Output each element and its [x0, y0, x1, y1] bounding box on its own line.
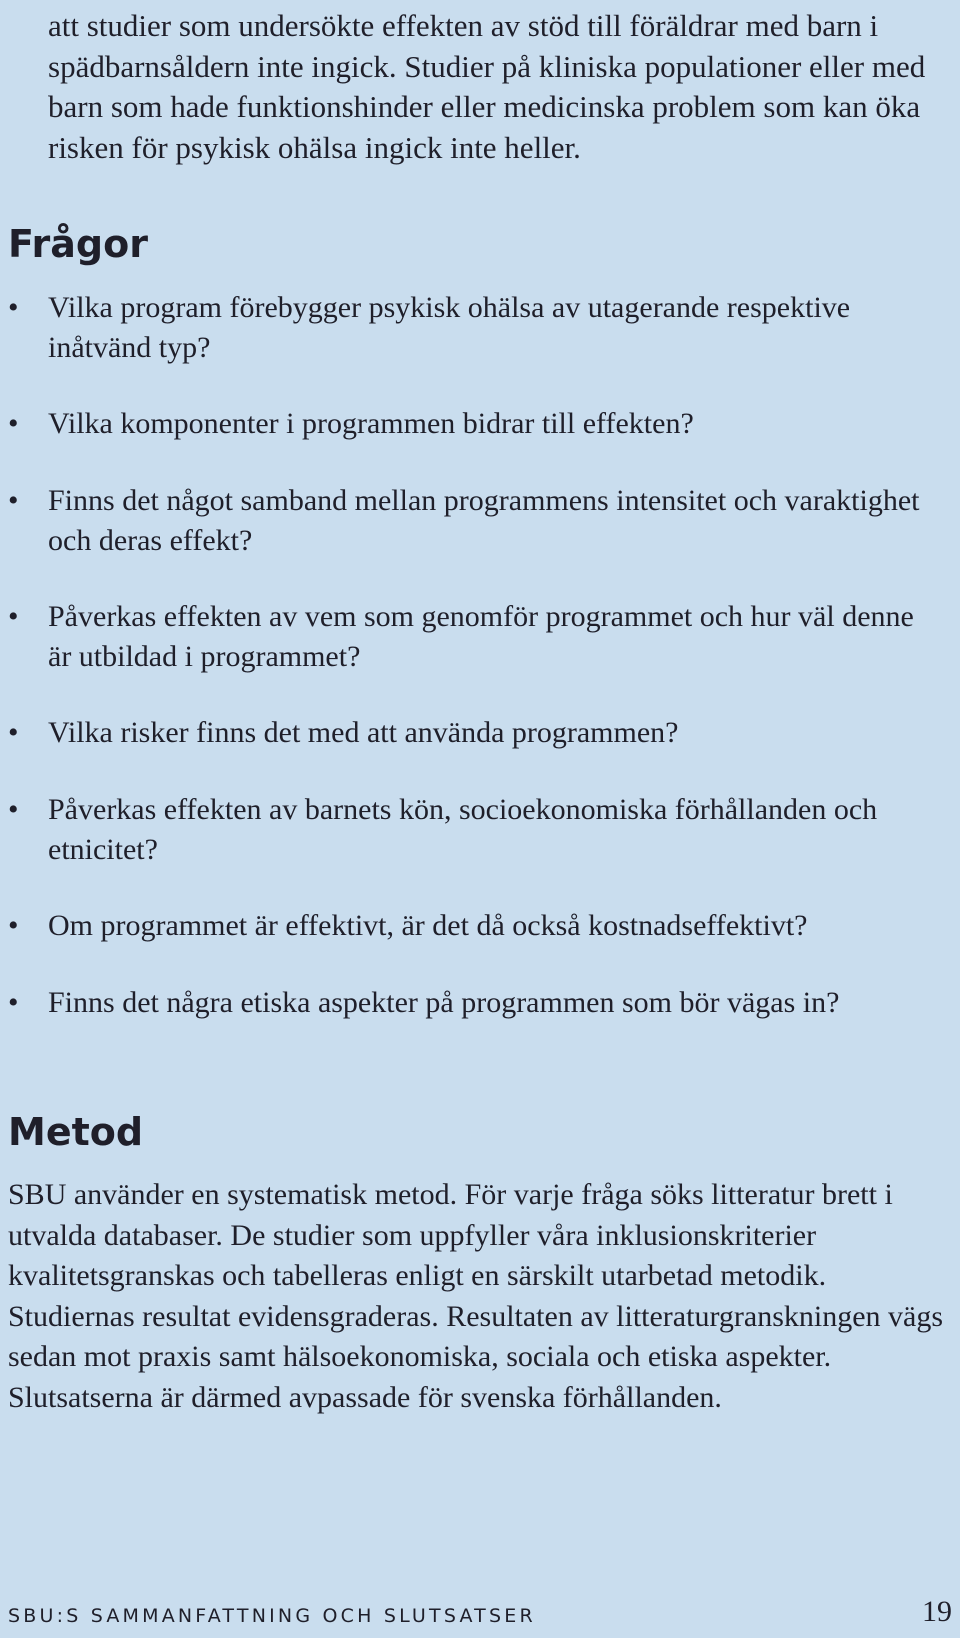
list-item-text: Vilka komponenter i programmen bidrar till effekten? — [48, 407, 694, 440]
list-item — [0, 404, 950, 444]
list-item — [0, 983, 950, 1023]
list-item-text: Om programmet är effektivt, är det då också kostnadseffektivt? — [48, 909, 808, 942]
bullet-icon: • — [8, 291, 19, 324]
list-item-text: Påverkas effekten av barnets kön, socioekonomiska förhållanden och etnicitet? — [48, 793, 878, 866]
page-number: 19 — [922, 1595, 952, 1628]
section-heading-fragor: Frågor — [8, 222, 148, 266]
list-item — [0, 481, 950, 561]
intro-paragraph: att studier som undersökte effekten av stöd till föräldrar med barn i spädbarnsåldern inte ingick. Studier på kliniska populationer eller med barn som hade funktionshinder eller medicinska problem som kan öka risken för psykisk ohälsa ingick inte heller. — [48, 8, 926, 165]
bullet-icon: • — [8, 986, 19, 1019]
bullet-icon: • — [8, 600, 19, 633]
list-item-text: Vilka risker finns det med att använda programmen? — [48, 716, 679, 749]
list-item — [0, 906, 950, 946]
bullet-icon: • — [8, 716, 19, 749]
list-item — [0, 597, 950, 677]
running-footer-title: SBU:S SAMMANFATTNING OCH SLUTSATSER — [8, 1605, 536, 1627]
list-item-text: Vilka program förebygger psykisk ohälsa av utagerande respektive inåtvänd typ? — [48, 291, 851, 364]
metod-paragraph: SBU använder en systematisk metod. För varje fråga söks litteratur brett i utvalda databaser. De studier som uppfyller våra inklusionskriterier kvalitetsgranskas och tabelleras enligt en särskilt utarbetad metodik. Studiernas resultat evidensgraderas. Resultaten av litteraturgranskningen vägs sedan mot praxis samt hälsoekonomiska, sociala och etiska aspekter. Slutsatserna är därmed avpassade för svenska förhållanden. — [8, 1178, 944, 1414]
list-item-text: Finns det några etiska aspekter på programmen som bör vägas in? — [48, 986, 840, 1019]
bullet-icon: • — [8, 484, 19, 517]
list-item — [0, 713, 950, 753]
list-item-text: Påverkas effekten av vem som genomför programmet och hur väl denne är utbildad i programmet? — [48, 600, 914, 673]
bullet-icon: • — [8, 793, 19, 826]
list-item — [0, 288, 950, 368]
list-item-text: Finns det något samband mellan programmens intensitet och varaktighet och deras effekt? — [48, 484, 920, 557]
bullet-icon: • — [8, 909, 19, 942]
list-item — [0, 790, 950, 870]
section-heading-metod: Metod — [8, 1110, 144, 1154]
bullet-icon: • — [8, 407, 19, 440]
